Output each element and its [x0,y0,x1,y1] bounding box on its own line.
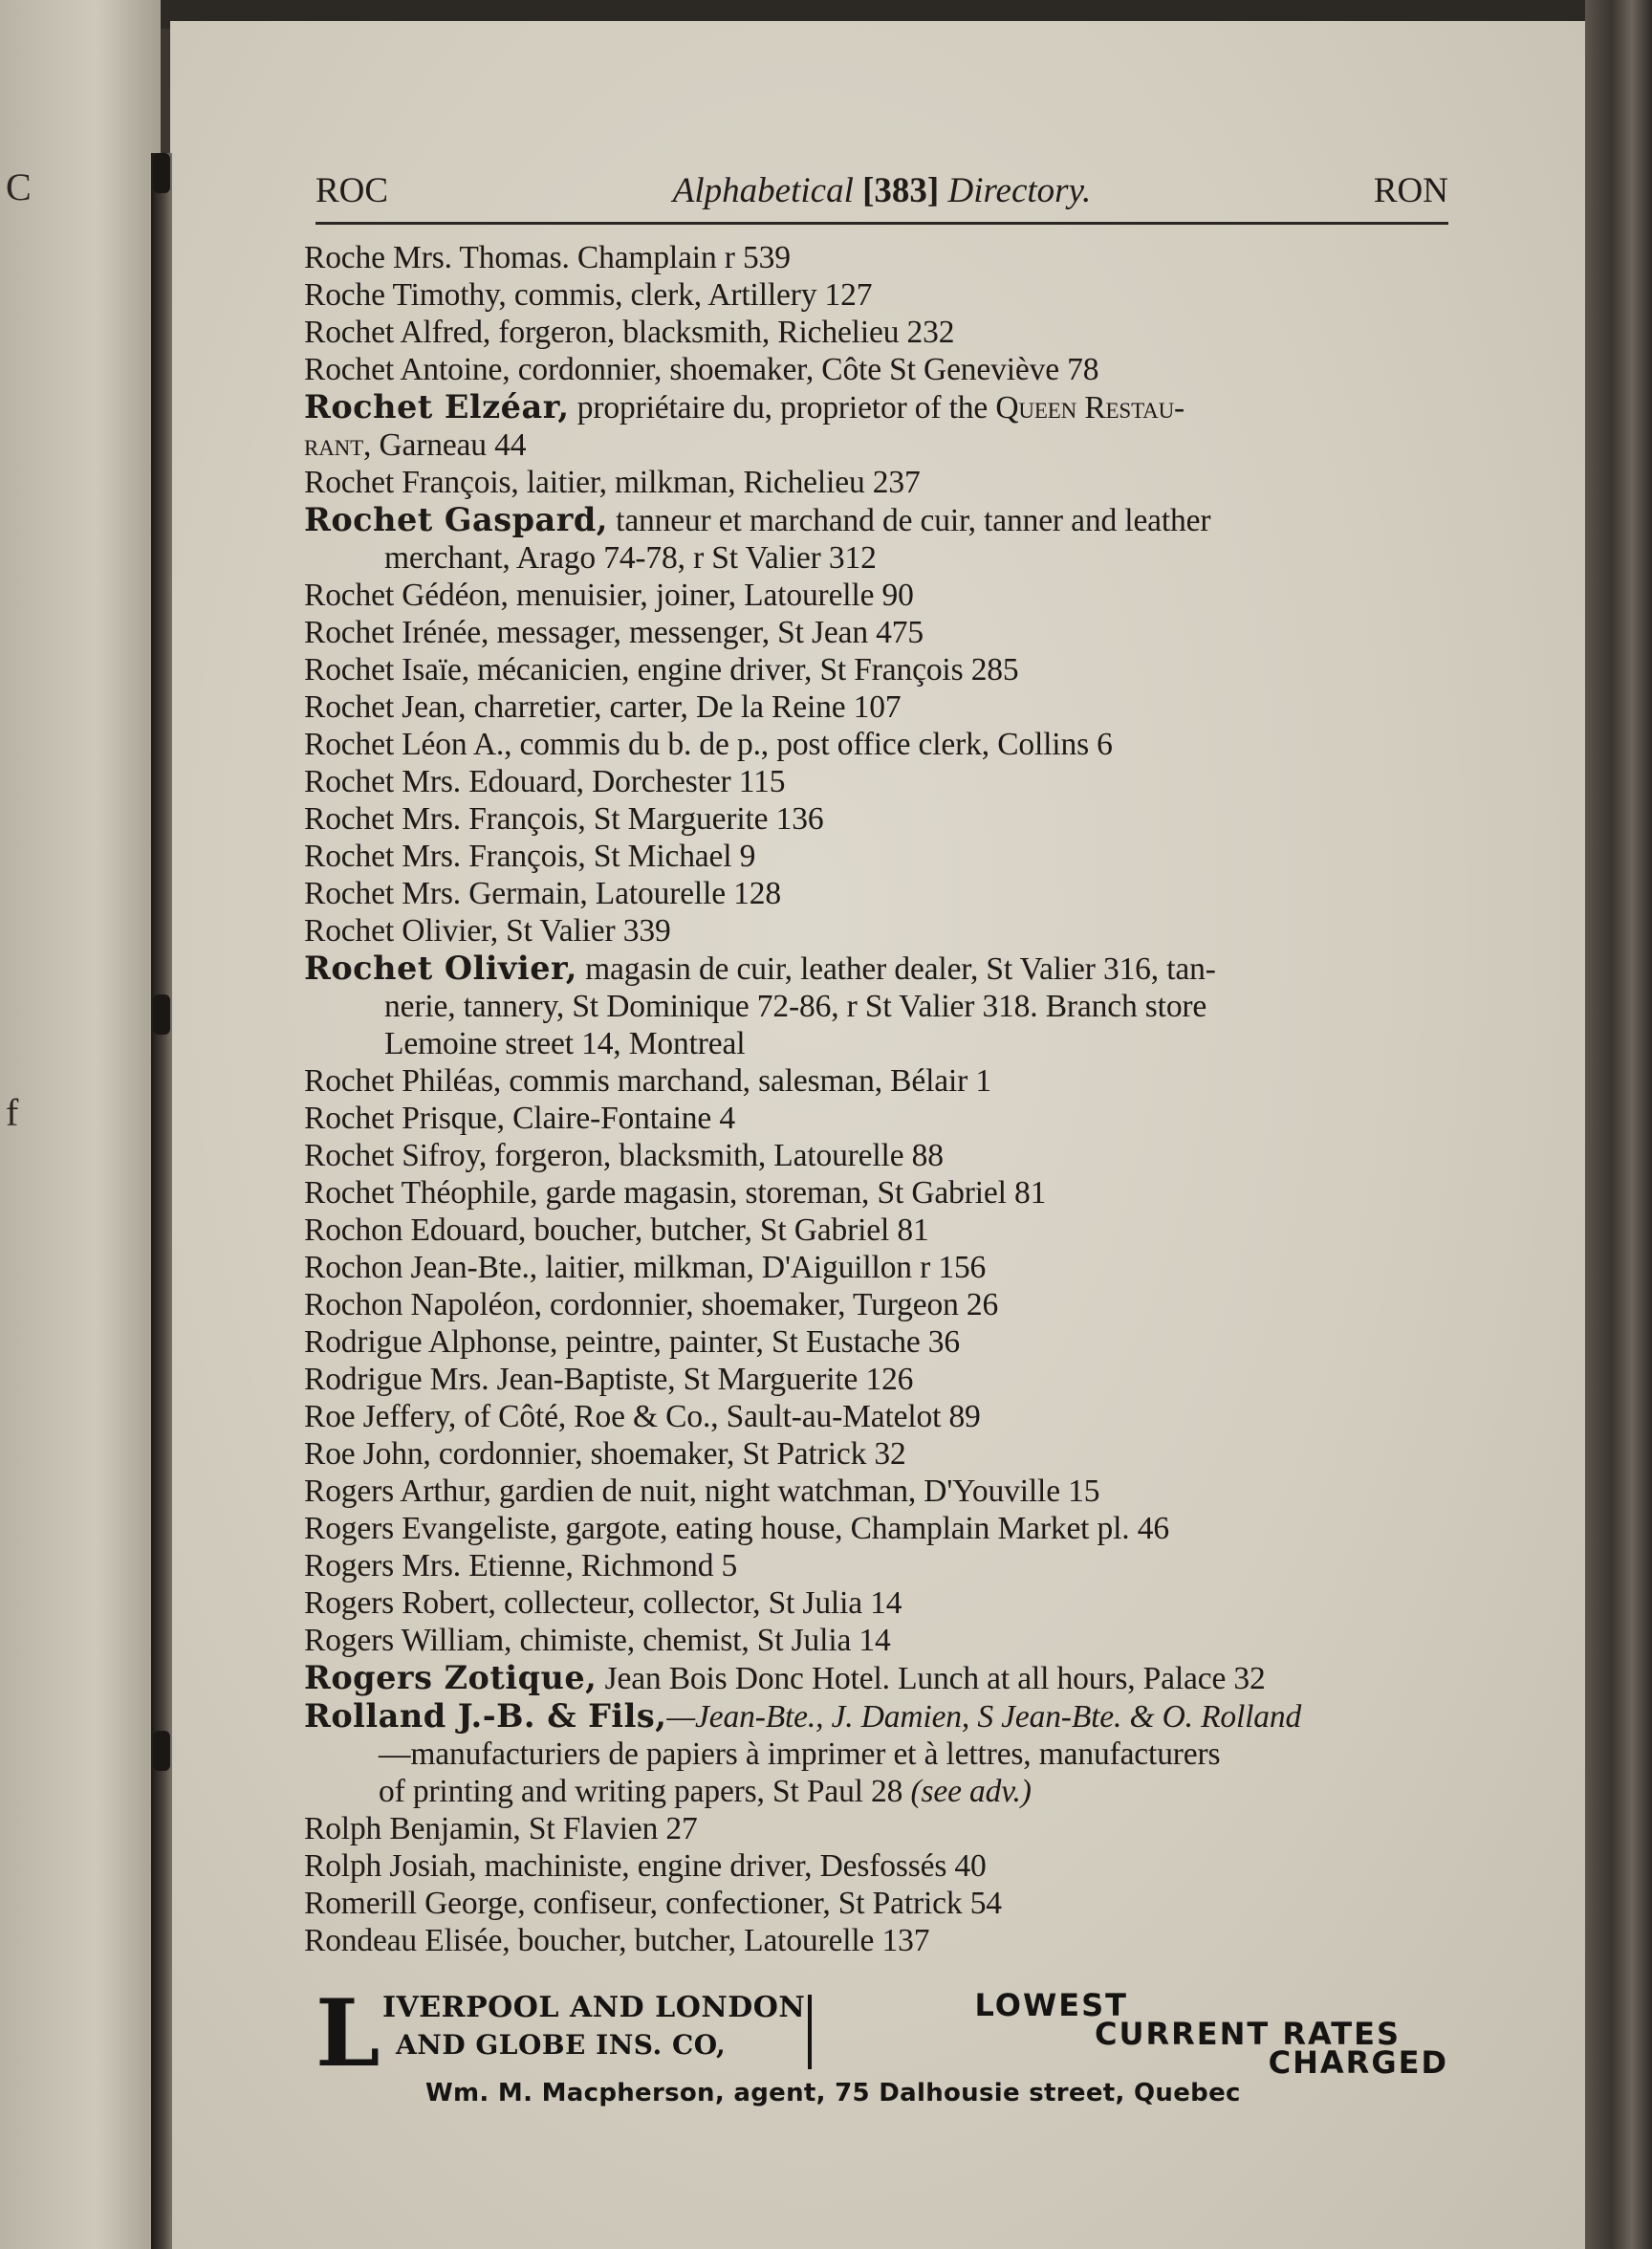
directory-entry [304,1435,1451,1473]
entry-name: Rochet Olivier, [304,950,577,987]
entry-name: Rochet Gaspard, [304,501,608,538]
entry-details: St Marguerite 126 [675,1362,914,1397]
directory-entry [304,651,1451,688]
entry-business-name: Queen Restau- [995,390,1185,426]
entry-name: Rochet Philéas, [304,1063,502,1099]
directory-entry [304,464,1451,501]
directory-entry [304,1584,1451,1622]
entry-details: forgeron, blacksmith, Richelieu 232 [490,315,955,350]
entry-details: St Marguerite 136 [585,801,824,837]
entry-details: chimiste, chemist, St Julia 14 [511,1623,891,1658]
entry-name: Rochet Léon A., [304,727,512,762]
entry-details: commis marchand, salesman, Bélair 1 [501,1063,991,1099]
directory-entry [304,1810,1451,1847]
entry-name: Rogers Arthur, [304,1474,491,1509]
running-header [315,170,1448,225]
directory-entry [304,388,1451,464]
entry-details: collecteur, collector, St Julia 14 [495,1585,902,1621]
entry-details: gardien de nuit, night watchman, D'Youville 15 [490,1474,1100,1509]
directory-entry [304,1100,1451,1137]
book-fore-edge [1585,0,1652,2249]
ad-rates-line-2: CURRENT RATES [1094,2016,1401,2052]
ad-rates-line-3: CHARGED [1268,2044,1448,2081]
entry-details: Champlain r 539 [569,240,791,275]
entry-details: menuisier, joiner, Latourelle 90 [508,578,914,613]
directory-entry [304,239,1451,276]
entry-reference: (see adv.) [910,1774,1032,1809]
facing-page-fragment-1: C [6,165,32,208]
entry-name: Rogers Evangeliste, [304,1511,558,1546]
entry-name: Rochet François, [304,465,519,500]
entry-details: confiseur, confectioner, St Patrick 54 [525,1886,1002,1921]
entry-name: Rondeau Elisée, [304,1923,511,1958]
entry-continuation [304,1025,1451,1062]
directory-entry [304,1847,1451,1885]
directory-entry [304,1174,1451,1212]
directory-entry [304,1323,1451,1361]
directory-entry [304,726,1451,763]
entry-details: commis du b. de p., post office clerk, Collins 6 [511,727,1113,762]
binding-thread [153,994,170,1035]
entry-details: St Valier 339 [497,913,671,949]
entry-name: Rochet Mrs. François, [304,801,586,837]
entry-name: Rochet Isaïe, [304,652,469,688]
entry-details: forgeron, blacksmith, Latourelle 88 [487,1138,944,1173]
entry-name: Rochet Théophile, [304,1175,538,1211]
entry-continuation: nerie, tannery, St Dominique 72-86, r St Valier 318. Branch store [384,989,1207,1024]
entry-details: messager, messenger, St Jean 475 [489,615,924,650]
entry-name: Rogers Mrs. Etienne, [304,1548,574,1583]
entry-details: peintre, painter, St Eustache 36 [557,1324,960,1360]
entry-details: propriétaire du, proprietor of the [569,390,996,426]
ad-divider [808,1995,812,2069]
header-title-pre: Alphabetical [672,171,863,210]
directory-entry [304,614,1451,651]
entry-name: Rochet Alfred, [304,315,491,350]
entry-details: laitier, milkman, Richelieu 237 [518,465,921,500]
entry-business-name: rant [304,427,364,463]
entry-details: cordonnier, shoemaker, Turgeon 26 [541,1287,999,1322]
entry-details: Jean Bois Donc Hotel. Lunch at all hours, Palace 32 [597,1661,1266,1696]
entry-details: commis, clerk, Artillery 127 [506,277,873,313]
directory-entry [304,875,1451,912]
directory-entry [304,1885,1451,1922]
entry-continuation [304,1773,1451,1810]
ad-agent-line: Wm. M. Macpherson, agent, 75 Dalhousie street, Quebec [425,2079,1241,2107]
entry-details: St Michael 9 [585,839,756,874]
entry-details: Richmond 5 [573,1548,738,1583]
directory-entry [304,501,1451,577]
directory-entry [304,1473,1451,1510]
entry-name: Roche Mrs. Thomas. [304,240,570,275]
binding-thread [153,1731,170,1771]
header-title-post: Directory. [939,171,1092,210]
directory-entry [304,688,1451,726]
entry-details: cordonnier, shoemaker, St Patrick 32 [430,1436,906,1472]
directory-entry [304,1286,1451,1323]
directory-entry [304,1062,1451,1100]
entry-name: Rodrigue Alphonse, [304,1324,558,1360]
facing-page-edge [0,0,161,2249]
directory-listing [304,239,1451,1959]
entry-name: Rochet Prisque, [304,1101,505,1136]
header-right: RON [1373,171,1448,210]
entry-name: Roe John, [304,1436,431,1472]
entry-details: of Côté, Roe & Co., Sault-au-Matelot 89 [456,1399,981,1434]
book-gutter [151,153,172,2249]
entry-details: tanneur et marchand de cuir, tanner and leather [607,503,1211,538]
directory-entry [304,838,1451,875]
entry-name: Rochet Antoine, [304,352,511,387]
entry-details: laitier, milkman, D'Aiguillon r 156 [537,1250,987,1285]
directory-entry [304,351,1451,388]
binding-thread [153,153,170,193]
entry-details: machiniste, engine driver, Desfossés 40 [476,1848,987,1884]
entry-continuation: —manufacturiers de papiers à imprimer et à lettres, manufacturers [379,1736,1221,1772]
entry-details: charretier, carter, De la Reine 107 [466,689,902,725]
directory-entry [304,1137,1451,1174]
directory-entry [304,1547,1451,1584]
entry-details: garde magasin, storeman, St Gabriel 81 [537,1175,1047,1211]
directory-entry [304,276,1451,314]
entry-details: mécanicien, engine driver, St François 285 [468,652,1019,688]
entry-name: Rochon Jean-Bte., [304,1250,537,1285]
entry-details: —Jean-Bte., J. Damien, S Jean-Bte. & O. Rolland [666,1699,1302,1735]
entry-name: Rolph Josiah, [304,1848,477,1884]
entry-details: of printing and writing papers, St Paul 28 [379,1774,911,1809]
entry-details: gargote, eating house, Champlain Market pl. 46 [557,1511,1169,1546]
entry-continuation [304,426,1451,464]
entry-name: Rochet Mrs. Edouard, [304,764,584,799]
entry-name: Rogers William, [304,1623,512,1658]
entry-name: Rochet Olivier, [304,913,498,949]
directory-entry [304,1249,1451,1286]
entry-details: boucher, butcher, Latourelle 137 [510,1923,930,1958]
entry-details: Dorchester 115 [583,764,786,799]
facing-page-fragment-2: f [6,1091,19,1134]
header-center [315,170,1448,211]
directory-entry [304,763,1451,800]
ad-rates-line-1: LOWEST [974,1987,1128,2023]
ad-initial: L [315,1979,380,2087]
directory-entry [304,1510,1451,1547]
entry-name: Roe Jeffery, [304,1399,457,1434]
directory-entry [304,1361,1451,1398]
entry-name: Rochet Jean, [304,689,467,725]
entry-name: Roche Timothy, [304,277,507,313]
header-left: ROC [315,171,389,210]
entry-details: Lemoine street 14, Montreal [384,1026,746,1061]
entry-name: Romerill George, [304,1886,526,1921]
entry-name: Rochet Sifroy, [304,1138,488,1173]
entry-name: Rochet Irénée, [304,615,489,650]
entry-name: Rogers Robert, [304,1585,496,1621]
directory-entry [304,1659,1451,1697]
entry-name: Rochet Gédéon, [304,578,509,613]
entry-name: Rolph Benjamin, [304,1811,521,1846]
entry-name: Rogers Zotique, [304,1659,598,1696]
entry-details: , Garneau 44 [363,427,527,463]
entry-details: Claire-Fontaine 4 [504,1101,735,1136]
entry-details: Latourelle 128 [587,876,781,911]
page-number: [383] [862,171,940,210]
entry-details: St Flavien 27 [520,1811,698,1846]
advertisement [315,1979,1448,2107]
directory-entry [304,1622,1451,1659]
entry-name: Rochon Napoléon, [304,1287,542,1322]
directory-entry [304,314,1451,351]
directory-entry [304,577,1451,614]
entry-continuation: merchant, Arago 74-78, r St Valier 312 [384,540,877,576]
directory-entry [304,1398,1451,1435]
directory-entry [304,1212,1451,1249]
entry-name: Rolland J.-B. & Fils, [304,1697,667,1735]
entry-details: cordonnier, shoemaker, Côte St Geneviève 78 [510,352,1099,387]
entry-details: magasin de cuir, leather dealer, St Valier 316, tan- [576,951,1216,987]
entry-name: Rochon Edouard, [304,1212,527,1248]
directory-entry [304,1697,1451,1810]
entry-name: Rochet Elzéar, [304,388,570,426]
entry-name: Rochet Mrs. François, [304,839,586,874]
ad-company-line-2: AND GLOBE INS. CO, [396,2029,727,2061]
ad-company-line-1: IVERPOOL AND LONDON [382,1991,806,2024]
directory-entry [304,800,1451,838]
entry-name: Rodrigue Mrs. Jean-Baptiste, [304,1362,676,1397]
directory-entry [304,912,1451,950]
directory-entry [304,950,1451,1062]
entry-name: Rochet Mrs. Germain, [304,876,588,911]
entry-details: boucher, butcher, St Gabriel 81 [526,1212,929,1248]
directory-entry [304,1922,1451,1959]
